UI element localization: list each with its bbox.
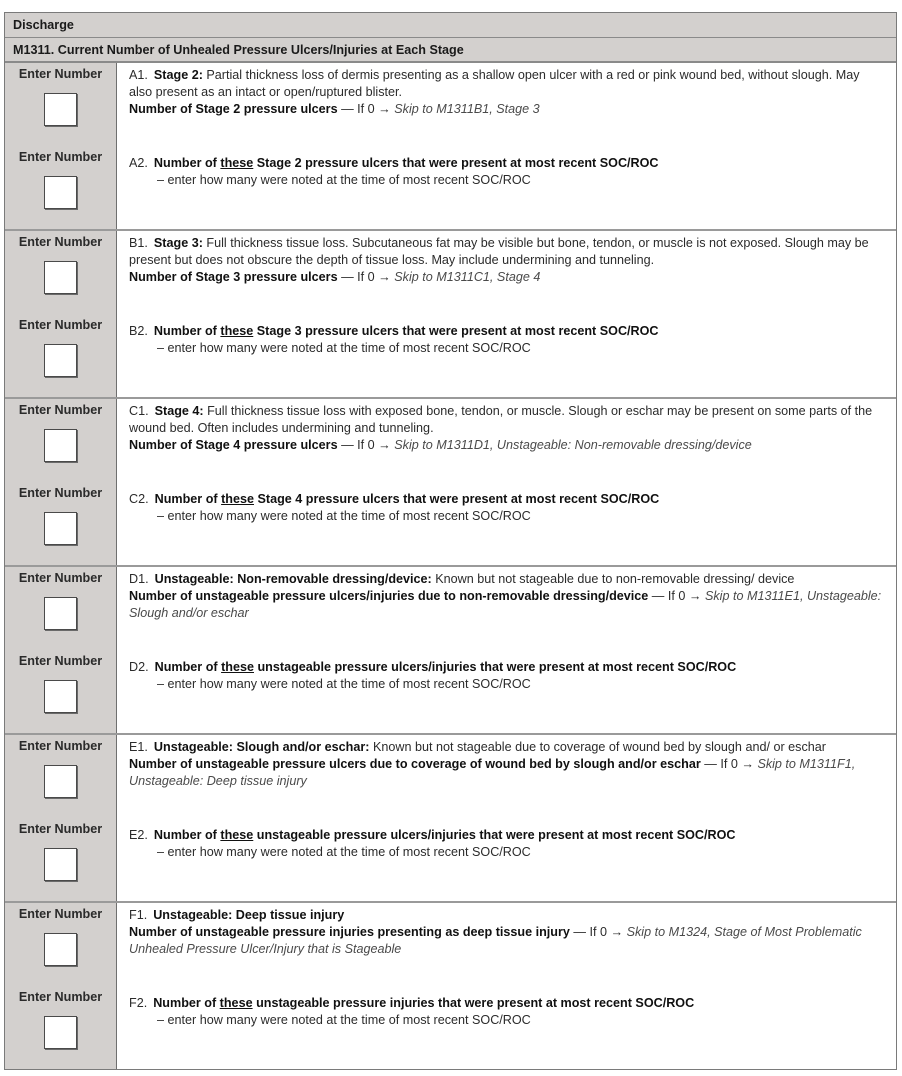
question-prefix: Number of	[153, 828, 221, 842]
stage-definition: Known but not stageable due to coverage of wound bed by slough and/ or eschar	[369, 740, 826, 754]
enter-number-label: Enter Number	[18, 990, 103, 1004]
item-c2	[129, 491, 886, 525]
enter-number-label: Enter Number	[18, 235, 103, 249]
entry-column	[5, 735, 117, 901]
question-emphasis: these	[220, 828, 254, 842]
discharge-label: Discharge	[13, 18, 74, 32]
entry-f1	[5, 903, 116, 986]
skip-prefix: — If 0 →	[337, 102, 395, 116]
question-rest: unstageable pressure ulcers/injuries that were present at most recent SOC/ROC	[253, 660, 737, 674]
section-e	[5, 735, 896, 903]
item-f1	[129, 907, 886, 995]
enter-number-label: Enter Number	[18, 486, 103, 500]
instruction-text: – enter how many were noted at the time of most recent SOC/ROC	[157, 509, 531, 523]
skip-prefix: — If 0 →	[337, 438, 395, 452]
skip-instruction: Skip to M1311C1, Stage 4	[394, 270, 541, 284]
item-code: C2.	[129, 492, 149, 506]
entry-b1	[5, 231, 116, 314]
enter-number-label: Enter Number	[18, 739, 103, 753]
description-column	[117, 63, 896, 229]
entry-a1	[5, 63, 116, 146]
entry-d1	[5, 567, 116, 650]
discharge-header	[5, 13, 896, 38]
question-prefix: Number of	[153, 324, 221, 338]
section-b	[5, 231, 896, 399]
item-d1	[129, 571, 886, 659]
description-column	[117, 735, 896, 901]
stage-definition: Full thickness tissue loss with exposed bone, tendon, or muscle. Slough or eschar may be present on some parts of the wound bed. Often includes undermining and tunneling.	[129, 404, 873, 435]
c1-number-input[interactable]	[44, 429, 77, 462]
entry-column	[5, 903, 117, 1069]
count-label: Number of Stage 3 pressure ulcers	[129, 270, 338, 284]
enter-number-label: Enter Number	[18, 403, 103, 417]
enter-number-label: Enter Number	[18, 318, 103, 332]
item-code: D2.	[129, 660, 149, 674]
entry-d2	[5, 650, 116, 733]
item-title-bar	[5, 38, 896, 63]
section-a	[5, 63, 896, 231]
section-d	[5, 567, 896, 735]
instruction-text: – enter how many were noted at the time of most recent SOC/ROC	[157, 677, 531, 691]
enter-number-label: Enter Number	[18, 907, 103, 921]
enter-number-label: Enter Number	[18, 822, 103, 836]
skip-instruction: Skip to M1324, Stage of Most Problematic Unhealed Pressure Ulcer/Injury that is Stageable	[129, 925, 862, 956]
skip-instruction: Skip to M1311D1, Unstageable: Non-removable dressing/device	[394, 438, 752, 452]
entry-column	[5, 399, 117, 565]
question-emphasis: these	[221, 492, 254, 506]
item-a2	[129, 155, 886, 189]
enter-number-label: Enter Number	[18, 67, 103, 81]
item-e1	[129, 739, 886, 827]
item-code: F2.	[129, 996, 148, 1010]
entry-a2	[5, 146, 116, 229]
skip-prefix: — If 0 →	[700, 757, 758, 771]
entry-c1	[5, 399, 116, 482]
section-f	[5, 903, 896, 1069]
item-a1	[129, 67, 886, 155]
entry-column	[5, 567, 117, 733]
question-rest: unstageable pressure injuries that were present at most recent SOC/ROC	[252, 996, 695, 1010]
entry-b2	[5, 314, 116, 397]
question-rest: Stage 2 pressure ulcers that were present at most recent SOC/ROC	[253, 156, 659, 170]
count-label: Number of Stage 2 pressure ulcers	[129, 102, 338, 116]
section-c	[5, 399, 896, 567]
question-rest: unstageable pressure ulcers/injuries that were present at most recent SOC/ROC	[253, 828, 736, 842]
instruction-text: – enter how many were noted at the time of most recent SOC/ROC	[157, 845, 531, 859]
item-code: B1.	[129, 236, 148, 250]
item-c1	[129, 403, 886, 491]
question-prefix: Number of	[154, 660, 222, 674]
e2-number-input[interactable]	[44, 848, 77, 881]
b2-number-input[interactable]	[44, 344, 77, 377]
question-prefix: Number of	[153, 996, 220, 1010]
description-column	[117, 399, 896, 565]
description-column	[117, 903, 896, 1069]
item-e2	[129, 827, 886, 861]
question-emphasis: these	[219, 996, 253, 1010]
item-code: E1.	[129, 740, 148, 754]
stage-definition: Full thickness tissue loss. Subcutaneous fat may be visible but bone, tendon, or muscle is not exposed. Slough may be present but does not obscure the depth of tissue loss. May include undermining and tunneling.	[129, 236, 869, 267]
instruction-text: – enter how many were noted at the time of most recent SOC/ROC	[157, 1013, 531, 1027]
instruction-text: – enter how many were noted at the time of most recent SOC/ROC	[157, 341, 531, 355]
count-label: Number of unstageable pressure ulcers due to coverage of wound bed by slough and/or eschar	[129, 757, 701, 771]
item-f2	[129, 995, 886, 1029]
skip-instruction: Skip to M1311E1, Unstageable: Slough and/or eschar	[129, 589, 882, 620]
enter-number-label: Enter Number	[18, 571, 103, 585]
stage-term: Unstageable: Non-removable dressing/device:	[154, 572, 432, 586]
question-emphasis: these	[220, 156, 254, 170]
stage-term: Stage 3:	[153, 236, 203, 250]
skip-instruction: Skip to M1311F1, Unstageable: Deep tissue injury	[129, 757, 856, 788]
item-title: M1311. Current Number of Unhealed Pressure Ulcers/Injuries at Each Stage	[13, 42, 464, 57]
stage-term: Stage 2:	[153, 68, 203, 82]
item-code: C1.	[129, 404, 149, 418]
entry-column	[5, 63, 117, 229]
count-label: Number of Stage 4 pressure ulcers	[129, 438, 338, 452]
c2-number-input[interactable]	[44, 512, 77, 545]
enter-number-label: Enter Number	[18, 150, 103, 164]
skip-prefix: — If 0 →	[648, 589, 705, 603]
entry-f2	[5, 986, 116, 1069]
e1-number-input[interactable]	[44, 765, 77, 798]
skip-prefix: — If 0 →	[569, 925, 627, 939]
f1-number-input[interactable]	[44, 933, 77, 966]
item-code: E2.	[129, 828, 148, 842]
stage-term: Stage 4:	[154, 404, 204, 418]
enter-number-label: Enter Number	[18, 654, 103, 668]
item-code: A2.	[129, 156, 148, 170]
question-emphasis: these	[221, 660, 254, 674]
d2-number-input[interactable]	[44, 680, 77, 713]
description-column	[117, 567, 896, 733]
entry-column	[5, 231, 117, 397]
question-rest: Stage 4 pressure ulcers that were present at most recent SOC/ROC	[253, 492, 660, 506]
count-label: Number of unstageable pressure ulcers/injuries due to non-removable dressing/device	[129, 589, 649, 603]
skip-prefix: — If 0 →	[337, 270, 395, 284]
skip-instruction: Skip to M1311B1, Stage 3	[394, 102, 540, 116]
a2-number-input[interactable]	[44, 176, 77, 209]
entry-e1	[5, 735, 116, 818]
question-emphasis: these	[220, 324, 254, 338]
item-b2	[129, 323, 886, 357]
item-code: D1.	[129, 572, 149, 586]
item-code: B2.	[129, 324, 148, 338]
entry-c2	[5, 482, 116, 565]
item-b1	[129, 235, 886, 323]
item-d2	[129, 659, 886, 693]
question-prefix: Number of	[154, 492, 222, 506]
f2-number-input[interactable]	[44, 1016, 77, 1049]
description-column	[117, 231, 896, 397]
entry-e2	[5, 818, 116, 901]
stage-term: Unstageable: Deep tissue injury	[153, 908, 345, 922]
b1-number-input[interactable]	[44, 261, 77, 294]
stage-definition: Partial thickness loss of dermis presenting as a shallow open ulcer with a red or pink wound bed, without slough. May also present as an intact or open/ruptured blister.	[129, 68, 860, 99]
stage-definition: Known but not stageable due to non-removable dressing/ device	[431, 572, 795, 586]
d1-number-input[interactable]	[44, 597, 77, 630]
item-code: A1.	[129, 68, 148, 82]
question-prefix: Number of	[153, 156, 221, 170]
question-rest: Stage 3 pressure ulcers that were present at most recent SOC/ROC	[253, 324, 659, 338]
instruction-text: – enter how many were noted at the time of most recent SOC/ROC	[157, 173, 531, 187]
item-code: F1.	[129, 908, 148, 922]
stage-term: Unstageable: Slough and/or eschar:	[153, 740, 370, 754]
a1-number-input[interactable]	[44, 93, 77, 126]
m1311-form	[4, 12, 897, 1070]
count-label: Number of unstageable pressure injuries presenting as deep tissue injury	[129, 925, 570, 939]
